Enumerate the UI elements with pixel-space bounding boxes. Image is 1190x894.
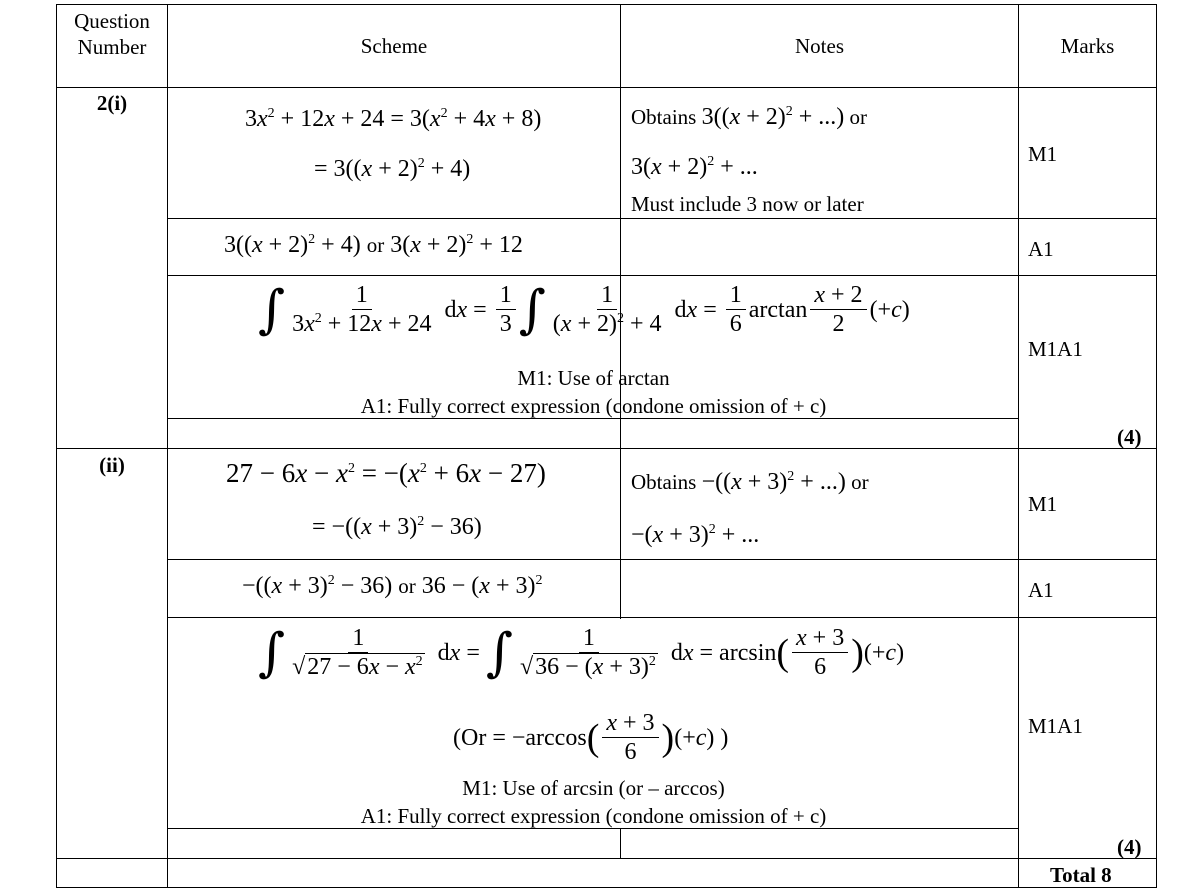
mark: M1A1 [1028, 337, 1083, 361]
mark: A1 [1028, 578, 1054, 602]
subtotal: (4) [1117, 425, 1142, 449]
scheme-line: $3x^2 + 12x + 24 = 3(x^2 + 4x + 8)$ [245, 106, 542, 132]
scheme-line: = $3((x + 2)^2 + 4)$ [314, 156, 471, 182]
note-line: $-(x + 3)^2$ + ... [631, 522, 760, 548]
scheme-note: M1: Use of arctan [517, 366, 670, 390]
scheme-note: A1: Fully correct expression (condone omission of + c) [360, 804, 827, 828]
scheme-integral: ∫ $\frac{1}{√27 - 6x - x^2}$ dx = ∫ $\frac{1}{√36 - (x + 3)^2}$ dx = arcsin ( $\frac{x + 3}{6}$ ) (+c) [258, 623, 905, 684]
row-divider [167, 218, 1157, 219]
scheme-alternative: (Or = −arccos ( $\frac{x + 3}{6}$ ) (+c) ) [453, 710, 729, 766]
part-divider [56, 448, 1157, 449]
table-border-left [56, 4, 57, 888]
note-line: Obtains $-((x + 3)^2$ + ...) or [631, 469, 869, 495]
note-line: Must include 3 now or later [631, 192, 864, 216]
header-marks: Marks [1060, 34, 1115, 58]
column-divider-notes [620, 449, 621, 619]
question-number: (ii) [99, 453, 125, 477]
row-divider [167, 275, 1157, 276]
header-question-number: Question Number [74, 9, 150, 59]
row-divider [167, 617, 1157, 618]
total-divider [56, 858, 1157, 859]
table-border-top [56, 4, 1157, 5]
scheme-note: A1: Fully correct expression (condone omission of + c) [360, 394, 827, 418]
scheme-note: M1: Use of arcsin (or – arccos) [462, 776, 725, 800]
total-marks: Total 8 [1050, 863, 1112, 887]
column-divider-notes [620, 829, 621, 859]
column-divider-marks [1018, 4, 1019, 888]
header-scheme: Scheme [360, 34, 428, 58]
table-border-bottom [56, 887, 1157, 888]
mark: A1 [1028, 237, 1054, 261]
scheme-line: $-((x + 3)^2 - 36)$ or $36 - (x + 3)^2$ [242, 573, 543, 599]
question-number: 2(i) [96, 91, 128, 115]
mark: M1A1 [1028, 714, 1083, 738]
subtotal: (4) [1117, 835, 1142, 859]
header-divider [56, 87, 1157, 88]
table-border-right [1156, 4, 1157, 888]
scheme-line: $27 - 6x - x^2 = -(x^2 + 6x - 27)$ [226, 458, 546, 488]
header-notes: Notes [795, 34, 844, 58]
note-line: $3(x + 2)^2$ + ... [631, 154, 758, 180]
scheme-integral: ∫ $\frac{1}{3x^2 + 12x + 24}$ dx = $\frac{1}{3}$ ∫ $\frac{1}{(x + 2)^2 + 4}$ dx = $\frac{1}{6}$ arctan $\frac{x + 2}{2}$ (+c) [258, 280, 910, 341]
column-divider-question [167, 4, 168, 888]
mark: M1 [1028, 142, 1058, 166]
scheme-line: = $-((x + 3)^2 - 36)$ [312, 514, 482, 540]
row-divider [167, 559, 1157, 560]
mark: M1 [1028, 492, 1058, 516]
note-line: Obtains $3((x + 2)^2$ + ...) or [631, 104, 868, 130]
scheme-line: $3((x + 2)^2 + 4)$ or $3(x + 2)^2 + 12$ [224, 232, 523, 258]
column-divider-notes [620, 419, 621, 449]
